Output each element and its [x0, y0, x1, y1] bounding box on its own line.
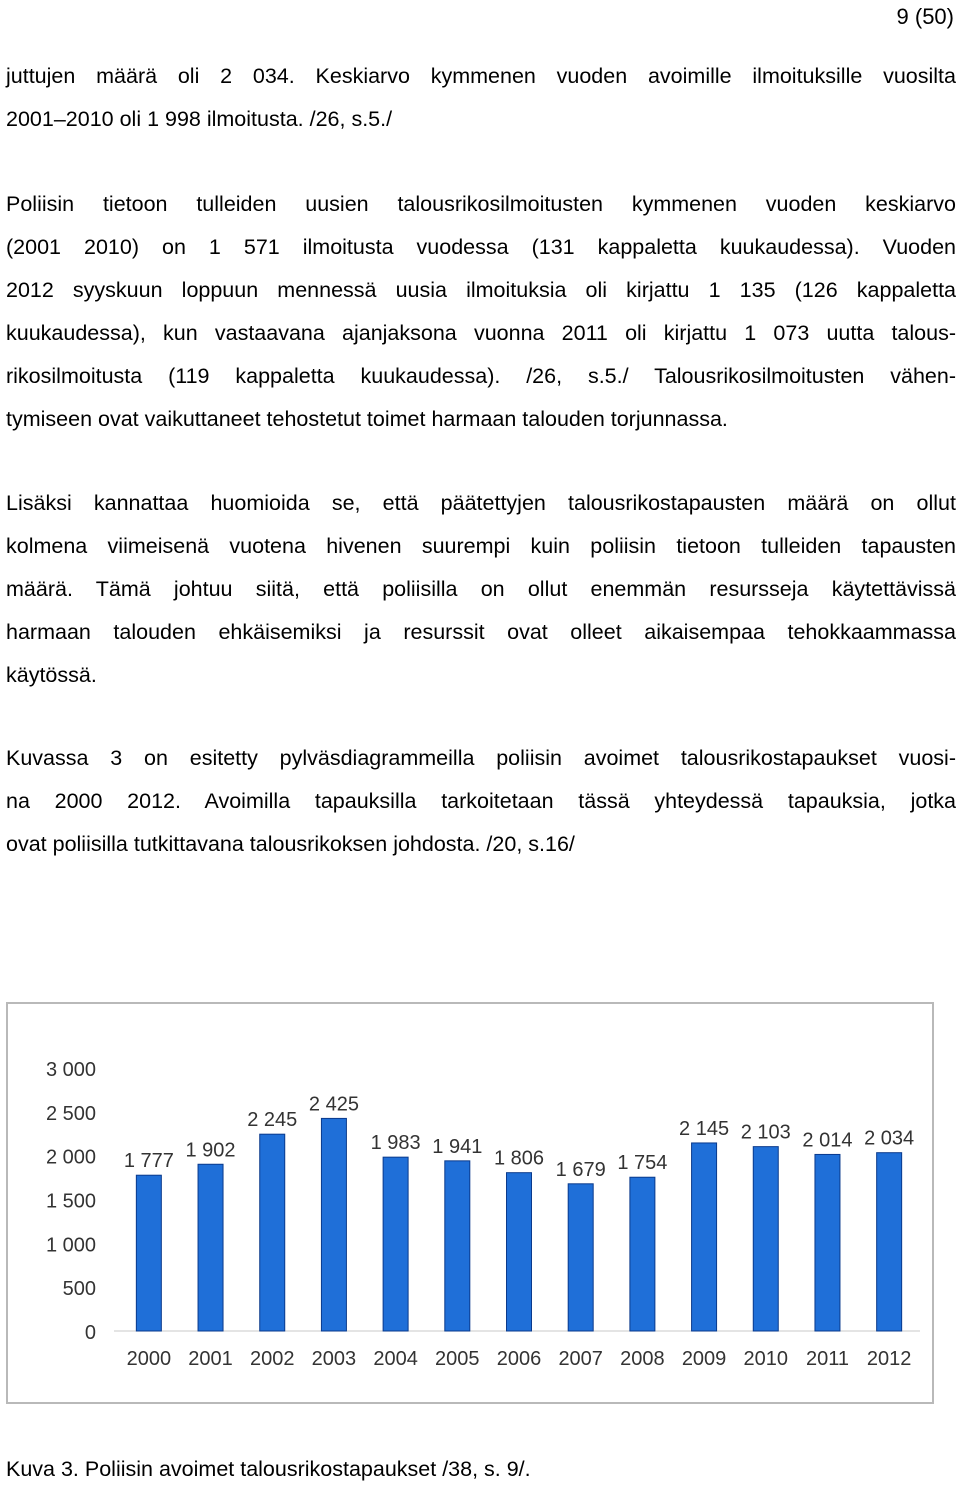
- bar-2001: [198, 1164, 223, 1331]
- text-line: ovat poliisilla tutkittavana talousrikoksen johdosta. /20, s.16/: [6, 832, 575, 856]
- y-tick-label: 1 000: [45, 1234, 96, 1257]
- y-tick-label: 2 000: [45, 1146, 96, 1169]
- value-label: 2 145: [679, 1117, 730, 1140]
- x-tick-label: 2004: [373, 1348, 418, 1370]
- value-label: 1 983: [370, 1132, 421, 1155]
- bar-2010: [753, 1147, 778, 1331]
- value-label: 1 754: [617, 1152, 668, 1175]
- value-label: 2 425: [308, 1093, 359, 1116]
- value-label: 2 034: [864, 1127, 915, 1150]
- y-tick-label: 3 000: [45, 1059, 96, 1081]
- bar-2003: [321, 1118, 346, 1331]
- x-tick-label: 2002: [249, 1348, 295, 1370]
- x-tick-label: 2012: [866, 1348, 912, 1370]
- x-tick-label: 2011: [805, 1348, 849, 1370]
- paragraph-1: [6, 55, 956, 141]
- x-tick-label: 2005: [435, 1348, 480, 1370]
- text-line: Kuvassa 3 on esitetty pylväsdiagrammeilla poliisin avoimet talousrikostapaukset vuosi-: [6, 746, 956, 770]
- bar-2005: [445, 1161, 470, 1331]
- text-line: rikosilmoitusta (119 kappaletta kuukaudessa). /26, s.5./ Talousrikosilmoitusten vähen-: [6, 364, 956, 388]
- bar-2002: [260, 1134, 285, 1331]
- text-line: tymiseen ovat vaikuttaneet tehostetut toimet harmaan talouden torjunnassa.: [6, 407, 728, 431]
- text-line: (2001 2010) on 1 571 ilmoitusta vuodessa (131 kappaletta kuukaudessa). Vuoden: [6, 235, 956, 259]
- text-line: Lisäksi kannattaa huomioida se, että päätettyjen talousrikostapausten määrä on ollut: [6, 491, 956, 515]
- bar-2012: [877, 1153, 902, 1331]
- y-tick-label: 1 500: [45, 1190, 96, 1213]
- x-tick-label: 2007: [558, 1348, 603, 1370]
- bar-2006: [507, 1173, 532, 1331]
- bar-chart: [6, 1002, 934, 1404]
- bar-2000: [136, 1175, 161, 1331]
- value-label: 2 103: [740, 1121, 791, 1144]
- x-tick-label: 2006: [496, 1348, 542, 1370]
- text-line: kuukaudessa), kun vastaavana ajanjaksona vuonna 2011 oli kirjattu 1 073 uutta talous-: [6, 321, 956, 345]
- text-line: juttujen määrä oli 2 034. Keskiarvo kymmenen vuoden avoimille ilmoituksille vuosilta: [6, 64, 956, 88]
- value-label: 2 245: [247, 1109, 298, 1132]
- text-line: 2001–2010 oli 1 998 ilmoitusta. /26, s.5./: [6, 107, 393, 131]
- text-line: 2012 syyskuun loppuun mennessä uusia ilmoituksia oli kirjattu 1 135 (126 kappaletta: [6, 278, 956, 302]
- text-line: harmaan talouden ehkäisemiksi ja resurssit ovat olleet aikaisempaa tehokkaammassa: [6, 620, 956, 644]
- page-number: 9 (50): [896, 4, 954, 29]
- y-tick-label: 0: [84, 1322, 96, 1344]
- text-line: Poliisin tietoon tulleiden uusien talousrikosilmoitusten kymmenen vuoden keskiarvo: [6, 192, 956, 216]
- text-line: na 2000 2012. Avoimilla tapauksilla tarkoitetaan tässä yhteydessä tapauksia, jotka: [6, 789, 956, 813]
- bar-2009: [692, 1143, 717, 1331]
- value-label: 2 014: [802, 1129, 853, 1152]
- text-line: määrä. Tämä johtuu siitä, että poliisilla on ollut enemmän resursseja käytettävissä: [6, 577, 956, 601]
- text-line: käytössä.: [6, 663, 97, 687]
- paragraph-3: [6, 482, 956, 697]
- bar-2004: [383, 1157, 408, 1331]
- x-tick-label: 2000: [126, 1348, 172, 1370]
- value-label: 1 902: [185, 1139, 236, 1162]
- y-tick-label: 2 500: [45, 1102, 96, 1125]
- value-label: 1 777: [123, 1150, 174, 1173]
- y-tick-label: 500: [62, 1278, 96, 1301]
- bar-2008: [630, 1177, 655, 1331]
- x-tick-label: 2009: [681, 1348, 727, 1370]
- x-tick-label: 2008: [620, 1348, 665, 1370]
- paragraph-2: [6, 183, 956, 441]
- x-tick-label: 2010: [743, 1348, 789, 1370]
- figure-caption: Kuva 3. Poliisin avoimet talousrikostapaukset /38, s. 9/.: [6, 1457, 531, 1481]
- value-label: 1 806: [493, 1147, 545, 1170]
- value-label: 1 941: [432, 1135, 483, 1158]
- bar-2007: [568, 1184, 593, 1331]
- x-tick-label: 2003: [311, 1348, 357, 1370]
- bar-2011: [815, 1154, 840, 1331]
- chart-canvas: [8, 1004, 932, 1402]
- x-tick-label: 2001: [188, 1348, 233, 1370]
- value-label: 1 679: [555, 1158, 606, 1181]
- text-line: kolmena viimeisenä vuotena hivenen suurempi kuin poliisin tietoon tulleiden tapausten: [6, 534, 956, 558]
- paragraph-4: [6, 737, 956, 866]
